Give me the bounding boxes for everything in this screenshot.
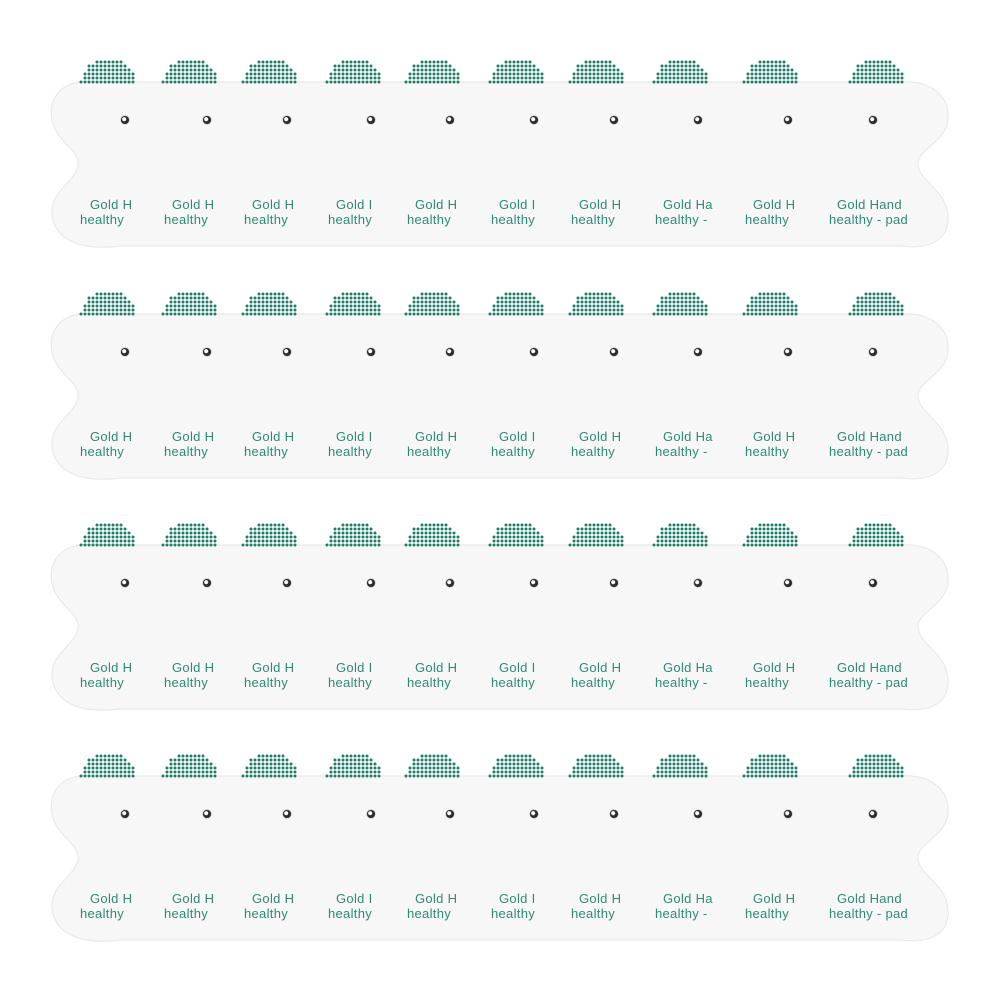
electrode-pad	[485, 282, 547, 512]
product-label: healthy	[328, 906, 373, 921]
gel-dot-pattern	[401, 288, 465, 320]
brand-label: Gold H	[172, 891, 215, 906]
gel-dot-pattern	[76, 519, 140, 551]
product-label: healthy	[80, 675, 125, 690]
product-label: healthy	[244, 212, 289, 227]
pad-row	[0, 282, 1000, 512]
gel-dot-pattern	[238, 288, 302, 320]
snap-connector-icon	[203, 116, 211, 124]
electrode-pad	[401, 50, 467, 280]
gel-dot-pattern	[76, 288, 140, 320]
product-label: healthy -	[655, 444, 708, 459]
electrode-pad	[485, 744, 547, 974]
brand-label: Gold H	[172, 660, 215, 675]
snap-connector-icon	[446, 810, 454, 818]
product-label: healthy	[407, 675, 452, 690]
snap-connector-icon	[203, 348, 211, 356]
brand-label: Gold I	[499, 429, 536, 444]
product-label: healthy	[571, 212, 616, 227]
electrode-pad	[322, 513, 384, 743]
electrode-pad	[649, 50, 721, 280]
brand-label: Gold H	[252, 197, 295, 212]
electrode-pad	[238, 744, 304, 974]
electrode-pad	[823, 50, 933, 280]
electrode-pad	[76, 513, 142, 743]
electrode-pad	[565, 744, 631, 974]
electrode-pad	[76, 282, 142, 512]
snap-connector-icon	[283, 579, 291, 587]
snap-connector-icon	[367, 116, 375, 124]
gel-dot-pattern	[649, 56, 713, 88]
electrode-pad	[401, 282, 467, 512]
product-label: healthy	[244, 444, 289, 459]
snap-connector-icon	[694, 810, 702, 818]
product-label: healthy - pad	[829, 675, 909, 690]
gel-dot-pattern	[739, 56, 803, 88]
snap-connector-icon	[283, 348, 291, 356]
product-label: healthy	[164, 212, 209, 227]
brand-label: Gold H	[252, 660, 295, 675]
product-label: healthy	[244, 906, 289, 921]
electrode-pad	[238, 513, 304, 743]
brand-label: Gold H	[415, 429, 458, 444]
electrode-pad	[739, 744, 805, 974]
electrode-pad	[739, 513, 805, 743]
gel-dot-pattern	[565, 750, 629, 782]
snap-connector-icon	[367, 348, 375, 356]
snap-connector-icon	[446, 579, 454, 587]
brand-label: Gold H	[753, 429, 796, 444]
electrode-pad	[649, 744, 721, 974]
snap-connector-icon	[121, 348, 129, 356]
electrode-pad	[739, 282, 805, 512]
gel-dot-pattern	[485, 750, 547, 782]
gel-dot-pattern	[485, 56, 547, 88]
snap-connector-icon	[367, 810, 375, 818]
brand-label: Gold I	[336, 891, 373, 906]
snap-connector-icon	[203, 810, 211, 818]
product-label: healthy	[407, 212, 452, 227]
snap-connector-icon	[784, 116, 792, 124]
gel-dot-pattern	[739, 750, 803, 782]
brand-label: Gold Hand	[837, 197, 902, 212]
product-label: healthy	[491, 675, 536, 690]
snap-connector-icon	[784, 810, 792, 818]
brand-label: Gold I	[499, 891, 536, 906]
brand-label: Gold H	[415, 891, 458, 906]
brand-label: Gold H	[90, 197, 133, 212]
electrode-pad	[158, 744, 220, 974]
product-label: healthy	[491, 906, 536, 921]
snap-connector-icon	[367, 579, 375, 587]
gel-dot-pattern	[158, 750, 220, 782]
snap-connector-icon	[610, 348, 618, 356]
product-label: healthy	[571, 906, 616, 921]
brand-label: Gold H	[415, 660, 458, 675]
brand-label: Gold I	[336, 660, 373, 675]
brand-label: Gold I	[336, 197, 373, 212]
brand-label: Gold H	[90, 429, 133, 444]
electrode-pad	[158, 513, 220, 743]
electrode-pad	[158, 50, 220, 280]
electrode-pad	[238, 282, 304, 512]
snap-connector-icon	[694, 116, 702, 124]
snap-connector-icon	[869, 116, 877, 124]
gel-dot-pattern	[739, 519, 803, 551]
electrode-pad	[649, 282, 721, 512]
electrode-pad	[565, 513, 631, 743]
snap-connector-icon	[784, 348, 792, 356]
product-label: healthy - pad	[829, 906, 909, 921]
product-label: healthy	[745, 675, 790, 690]
gel-dot-pattern	[322, 519, 384, 551]
electrode-pad	[823, 282, 933, 512]
product-label: healthy	[328, 444, 373, 459]
brand-label: Gold H	[90, 891, 133, 906]
snap-connector-icon	[283, 810, 291, 818]
brand-label: Gold H	[579, 429, 622, 444]
gel-dot-pattern	[76, 56, 140, 88]
brand-label: Gold H	[172, 429, 215, 444]
gel-dot-pattern	[739, 288, 803, 320]
product-label: healthy	[745, 212, 790, 227]
product-label: healthy	[745, 906, 790, 921]
electrode-pad	[238, 50, 304, 280]
product-label: healthy -	[655, 212, 708, 227]
product-label: healthy	[80, 212, 125, 227]
snap-connector-icon	[121, 579, 129, 587]
gel-dot-pattern	[158, 519, 220, 551]
gel-dot-pattern	[565, 288, 629, 320]
gel-dot-pattern	[401, 519, 465, 551]
brand-label: Gold H	[252, 429, 295, 444]
electrode-pad	[823, 513, 933, 743]
gel-dot-pattern	[158, 288, 220, 320]
gel-dot-pattern	[238, 750, 302, 782]
brand-label: Gold H	[90, 660, 133, 675]
snap-connector-icon	[446, 116, 454, 124]
snap-connector-icon	[610, 810, 618, 818]
brand-label: Gold Hand	[837, 891, 902, 906]
gel-dot-pattern	[238, 519, 302, 551]
pad-row	[0, 50, 1000, 280]
brand-label: Gold H	[753, 891, 796, 906]
snap-connector-icon	[869, 579, 877, 587]
snap-connector-icon	[121, 810, 129, 818]
electrode-pad	[565, 282, 631, 512]
product-label: healthy -	[655, 906, 708, 921]
gel-dot-pattern	[76, 750, 140, 782]
snap-connector-icon	[610, 116, 618, 124]
brand-label: Gold H	[415, 197, 458, 212]
gel-dot-pattern	[845, 288, 909, 320]
electrode-pad	[322, 50, 384, 280]
gel-dot-pattern	[845, 519, 909, 551]
snap-connector-icon	[121, 116, 129, 124]
brand-label: Gold Ha	[663, 197, 713, 212]
product-label: healthy	[407, 906, 452, 921]
product-label: healthy	[80, 444, 125, 459]
electrode-pad	[565, 50, 631, 280]
product-label: healthy -	[655, 675, 708, 690]
pad-row	[0, 744, 1000, 974]
snap-connector-icon	[610, 579, 618, 587]
product-label: healthy	[491, 444, 536, 459]
electrode-pad	[322, 744, 384, 974]
product-label: healthy	[244, 675, 289, 690]
product-label: healthy	[745, 444, 790, 459]
electrode-pad	[322, 282, 384, 512]
product-label: healthy	[164, 906, 209, 921]
brand-label: Gold Hand	[837, 660, 902, 675]
snap-connector-icon	[283, 116, 291, 124]
gel-dot-pattern	[845, 56, 909, 88]
brand-label: Gold H	[753, 660, 796, 675]
gel-dot-pattern	[401, 750, 465, 782]
snap-connector-icon	[694, 579, 702, 587]
brand-label: Gold I	[499, 197, 536, 212]
product-label: healthy	[80, 906, 125, 921]
snap-connector-icon	[530, 348, 538, 356]
electrode-pad	[401, 744, 467, 974]
product-label: healthy	[328, 212, 373, 227]
brand-label: Gold I	[499, 660, 536, 675]
electrode-pad	[401, 513, 467, 743]
snap-connector-icon	[694, 348, 702, 356]
brand-label: Gold I	[336, 429, 373, 444]
snap-connector-icon	[869, 810, 877, 818]
pad-row	[0, 513, 1000, 743]
gel-dot-pattern	[649, 519, 713, 551]
brand-label: Gold H	[579, 197, 622, 212]
electrode-pad	[485, 513, 547, 743]
product-label: healthy	[164, 444, 209, 459]
product-label: healthy	[164, 675, 209, 690]
gel-dot-pattern	[485, 288, 547, 320]
snap-connector-icon	[784, 579, 792, 587]
product-label: healthy - pad	[829, 444, 909, 459]
brand-label: Gold H	[753, 197, 796, 212]
brand-label: Gold H	[579, 891, 622, 906]
gel-dot-pattern	[238, 56, 302, 88]
gel-dot-pattern	[322, 750, 384, 782]
gel-dot-pattern	[565, 56, 629, 88]
electrode-pad	[485, 50, 547, 280]
brand-label: Gold Ha	[663, 660, 713, 675]
product-label: healthy	[491, 212, 536, 227]
product-label: healthy	[571, 444, 616, 459]
snap-connector-icon	[869, 348, 877, 356]
brand-label: Gold H	[252, 891, 295, 906]
product-label: healthy	[328, 675, 373, 690]
product-label: healthy	[407, 444, 452, 459]
gel-dot-pattern	[649, 288, 713, 320]
gel-dot-pattern	[649, 750, 713, 782]
snap-connector-icon	[530, 579, 538, 587]
snap-connector-icon	[446, 348, 454, 356]
snap-connector-icon	[203, 579, 211, 587]
gel-dot-pattern	[322, 56, 384, 88]
snap-connector-icon	[530, 116, 538, 124]
electrode-pad	[76, 744, 142, 974]
product-label: healthy - pad	[829, 212, 909, 227]
gel-dot-pattern	[401, 56, 465, 88]
electrode-pad	[76, 50, 142, 280]
brand-label: Gold H	[579, 660, 622, 675]
brand-label: Gold Ha	[663, 429, 713, 444]
brand-label: Gold Hand	[837, 429, 902, 444]
electrode-pad	[649, 513, 721, 743]
gel-dot-pattern	[485, 519, 547, 551]
electrode-pad	[158, 282, 220, 512]
gel-dot-pattern	[845, 750, 909, 782]
gel-dot-pattern	[322, 288, 384, 320]
gel-dot-pattern	[565, 519, 629, 551]
electrode-pad	[823, 744, 933, 974]
product-label: healthy	[571, 675, 616, 690]
gel-dot-pattern	[158, 56, 220, 88]
snap-connector-icon	[530, 810, 538, 818]
brand-label: Gold H	[172, 197, 215, 212]
electrode-pad	[739, 50, 805, 280]
brand-label: Gold Ha	[663, 891, 713, 906]
